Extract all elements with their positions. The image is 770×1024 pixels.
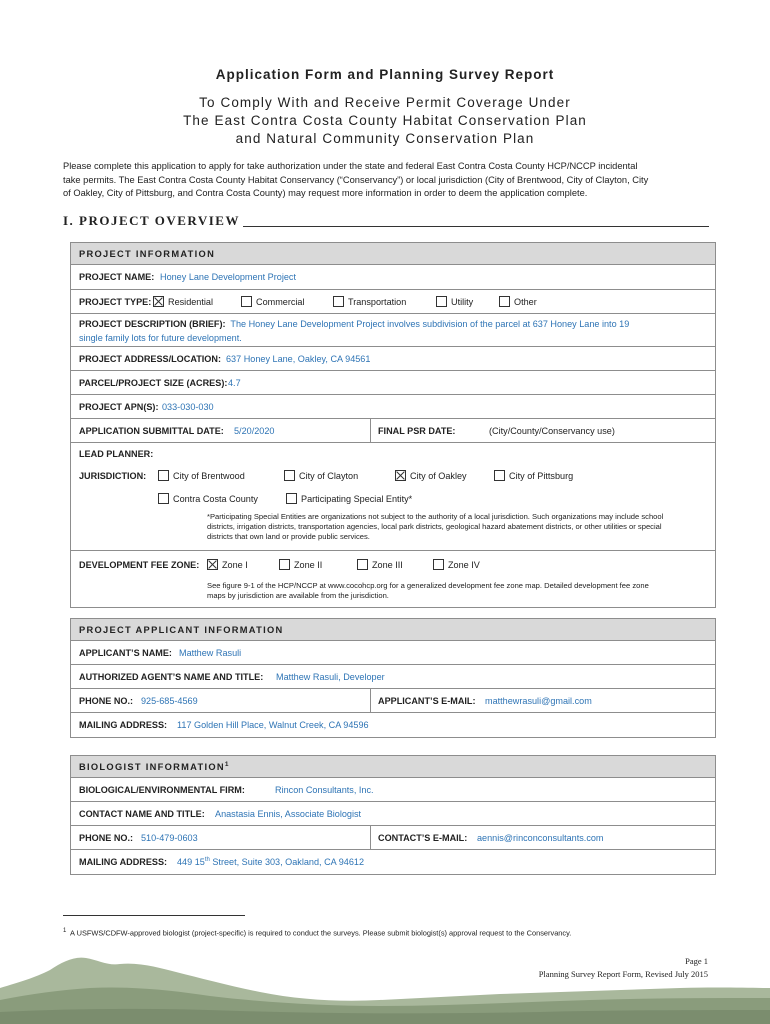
applicant-mailing-row (71, 713, 715, 737)
project-information-header: PROJECT INFORMATION (71, 243, 715, 265)
project-address-value[interactable]: 637 Honey Lane, Oakley, CA 94561 (226, 354, 371, 364)
biologist-information-header: BIOLOGIST INFORMATION$^1$ (71, 756, 715, 778)
biologist-mailing-label: MAILING ADDRESS: (79, 857, 168, 867)
jurisdiction-row (71, 443, 715, 551)
agent-label: AUTHORIZED AGENT’S NAME AND TITLE: (79, 672, 264, 682)
jurisdiction-option-county[interactable]: Contra Costa County (158, 493, 258, 505)
jurisdiction-option-pittsburg[interactable]: City of Pittsburg (494, 470, 573, 482)
fee-zone-label: DEVELOPMENT FEE ZONE: (79, 560, 200, 570)
fee-zone-row (71, 551, 715, 607)
section-heading: I. PROJECT OVERVIEW (63, 213, 240, 228)
fee-zone-option-2[interactable]: Zone II (279, 559, 322, 571)
checkbox-icon[interactable] (158, 470, 169, 481)
footnote-rule (63, 915, 245, 916)
type-option-residential[interactable]: Residential (153, 296, 213, 308)
biologist-firm-row (71, 778, 715, 802)
subtitle-line-1: To Comply With and Receive Permit Coverage Under (199, 95, 571, 110)
checkbox-icon[interactable] (279, 559, 290, 570)
project-description-row (71, 314, 715, 347)
applicant-information-header: PROJECT APPLICANT INFORMATION (71, 619, 715, 641)
fee-zone-note (207, 581, 707, 601)
intro-line-1: Please complete this application to apply for take authorization under the state and federal East Contra Costa County HCP/NCCP incidental (63, 161, 638, 171)
checkbox-icon[interactable] (357, 559, 368, 570)
project-size-row (71, 371, 715, 395)
intro-line-3: of Oakley, City of Pittsburg, and Contra Costa County) may request more information in order to deem the application complete. (63, 188, 588, 198)
biologist-phone-row (71, 826, 715, 850)
project-size-label: PARCEL/PROJECT SIZE (ACRES): (79, 378, 228, 388)
fee-zone-note-line-2: maps by jurisdiction are available from the jurisdiction. (207, 591, 389, 600)
subtitle-line-2: The East Contra Costa County Habitat Conservation Plan (183, 113, 587, 128)
fee-zone-option-4[interactable]: Zone IV (433, 559, 480, 571)
type-option-utility[interactable]: Utility (436, 296, 473, 308)
applicant-name-label: APPLICANT’S NAME: (79, 648, 172, 658)
final-psr-date-label: FINAL PSR DATE: (378, 426, 456, 436)
project-description-value[interactable]: The Honey Lane Development Project involves subdivision of the parcel at 637 Honey Lane into 19 (230, 319, 630, 329)
section-rule (243, 226, 709, 227)
project-type-row (71, 290, 715, 314)
jurisdiction-option-brentwood[interactable]: City of Brentwood (158, 470, 245, 482)
fee-zone-option-1[interactable]: Zone I (207, 559, 248, 571)
project-address-row (71, 347, 715, 371)
applicant-name-row (71, 641, 715, 665)
checkbox-checked-icon[interactable] (153, 296, 164, 307)
applicant-phone-value[interactable]: 925-685-4569 (141, 696, 198, 706)
page-number: Page 1 (685, 956, 708, 966)
project-name-label: PROJECT NAME: (79, 272, 155, 282)
checkbox-icon[interactable] (494, 470, 505, 481)
jurisdiction-label: JURISDICTION: (79, 471, 147, 481)
agent-value[interactable]: Matthew Rasuli, Developer (276, 672, 385, 682)
biologist-mailing-value[interactable]: 449 15th Street, Suite 303, Oakland, CA 94612 (177, 856, 365, 867)
column-divider (370, 826, 371, 849)
applicant-phone-label: PHONE NO.: (79, 696, 134, 706)
applicant-email-value[interactable]: matthewrasuli@gmail.com (485, 696, 592, 706)
biologist-contact-row (71, 802, 715, 826)
hills-decoration (0, 948, 770, 1024)
project-name-value[interactable]: Honey Lane Development Project (160, 272, 296, 282)
fee-zone-note-line-1: See figure 9-1 of the HCP/NCCP at www.cocohcp.org for a generalized development fee zone map. Detailed development fee zone (207, 581, 649, 590)
column-divider (370, 419, 371, 442)
subtitle-line-3: and Natural Community Conservation Plan (235, 131, 535, 146)
checkbox-icon[interactable] (436, 296, 447, 307)
checkbox-checked-icon[interactable] (395, 470, 406, 481)
biologist-information-table (70, 755, 716, 875)
biologist-email-label: CONTACT’S E-MAIL: (378, 833, 468, 843)
jurisdiction-note (207, 512, 707, 542)
project-description-line-2[interactable]: single family lots for future development. (79, 333, 242, 343)
checkbox-checked-icon[interactable] (207, 559, 218, 570)
project-apn-row (71, 395, 715, 419)
applicant-information-table (70, 618, 716, 738)
footnote (63, 928, 571, 937)
type-option-other[interactable]: Other (499, 296, 537, 308)
biologist-contact-value[interactable]: Anastasia Ennis, Associate Biologist (215, 809, 362, 819)
jurisdiction-option-oakley[interactable]: City of Oakley (395, 470, 467, 482)
agent-row (71, 665, 715, 689)
submittal-date-label: APPLICATION SUBMITTAL DATE: (79, 426, 224, 436)
document-title: Application Form and Planning Survey Report (215, 67, 555, 82)
biologist-phone-value[interactable]: 510-479-0603 (141, 833, 198, 843)
project-description-line-1 (79, 318, 629, 330)
jurisdiction-note-line-2: districts, irrigation districts, transportation agencies, local park districts, geological hazard abatement districts, or other utilities or special (207, 522, 662, 531)
checkbox-icon[interactable] (286, 493, 297, 504)
applicant-mailing-value[interactable]: 117 Golden Hill Place, Walnut Creek, CA 94596 (177, 720, 369, 730)
jurisdiction-note-line-3: districts that own land or provide public services. (207, 532, 370, 541)
project-name-row (71, 265, 715, 290)
checkbox-icon[interactable] (284, 470, 295, 481)
applicant-contact-row (71, 689, 715, 713)
jurisdiction-option-clayton[interactable]: City of Clayton (284, 470, 358, 482)
project-description-label: PROJECT DESCRIPTION (BRIEF): (79, 319, 226, 329)
intro-paragraph (63, 160, 713, 201)
submittal-date-row (71, 419, 715, 443)
biologist-email-value[interactable]: aennis@rinconconsultants.com (477, 833, 604, 843)
jurisdiction-note-line-1: *Participating Special Entities are organizations not subject to the authority of a local jurisdiction. Such organizations may include school (207, 512, 664, 521)
biologist-firm-label: BIOLOGICAL/ENVIRONMENTAL FIRM: (79, 785, 245, 795)
project-apn-value[interactable]: 033-030-030 (162, 402, 214, 412)
column-divider (370, 689, 371, 712)
revision-note: Planning Survey Report Form, Revised July 2015 (538, 969, 708, 979)
checkbox-icon[interactable] (433, 559, 444, 570)
footnote-ref: 1 (224, 760, 230, 768)
lead-planner-label: LEAD PLANNER: (79, 449, 154, 459)
applicant-name-value[interactable]: Matthew Rasuli (179, 648, 242, 658)
type-option-transportation[interactable]: Transportation (333, 296, 406, 308)
biologist-phone-label: PHONE NO.: (79, 833, 134, 843)
checkbox-icon[interactable] (499, 296, 510, 307)
checkbox-icon[interactable] (158, 493, 169, 504)
project-information-table (70, 242, 716, 608)
biologist-mailing-row (71, 850, 715, 874)
submittal-date-value[interactable]: 5/20/2020 (234, 426, 275, 436)
project-apn-label: PROJECT APN(S): (79, 402, 159, 412)
jurisdiction-option-pse[interactable]: Participating Special Entity* (286, 493, 412, 505)
project-type-label: PROJECT TYPE: (79, 297, 152, 307)
footnote-text: A USFWS/CDFW-approved biologist (project-specific) is required to conduct the surveys. Please submit biologist(s) approval request to the Conservancy. (70, 928, 572, 938)
final-psr-date-note: (City/County/Conservancy use) (489, 426, 615, 436)
fee-zone-option-3[interactable]: Zone III (357, 559, 403, 571)
checkbox-icon[interactable] (333, 296, 344, 307)
intro-line-2: take permits. The East Contra Costa County Habitat Conservancy (“Conservancy”) or local jurisdiction (City of Brentwood, City of Clayton, City (63, 174, 649, 185)
project-address-label: PROJECT ADDRESS/LOCATION: (79, 354, 221, 364)
project-size-value[interactable]: 4.7 (228, 378, 241, 388)
applicant-email-label: APPLICANT’S E-MAIL: (378, 696, 476, 706)
type-option-commercial[interactable]: Commercial (241, 296, 305, 308)
biologist-contact-label: CONTACT NAME AND TITLE: (79, 809, 205, 819)
checkbox-icon[interactable] (241, 296, 252, 307)
biologist-firm-value[interactable]: Rincon Consultants, Inc. (275, 785, 374, 795)
applicant-mailing-label: MAILING ADDRESS: (79, 720, 168, 730)
footnote-marker: 1 (63, 928, 67, 934)
